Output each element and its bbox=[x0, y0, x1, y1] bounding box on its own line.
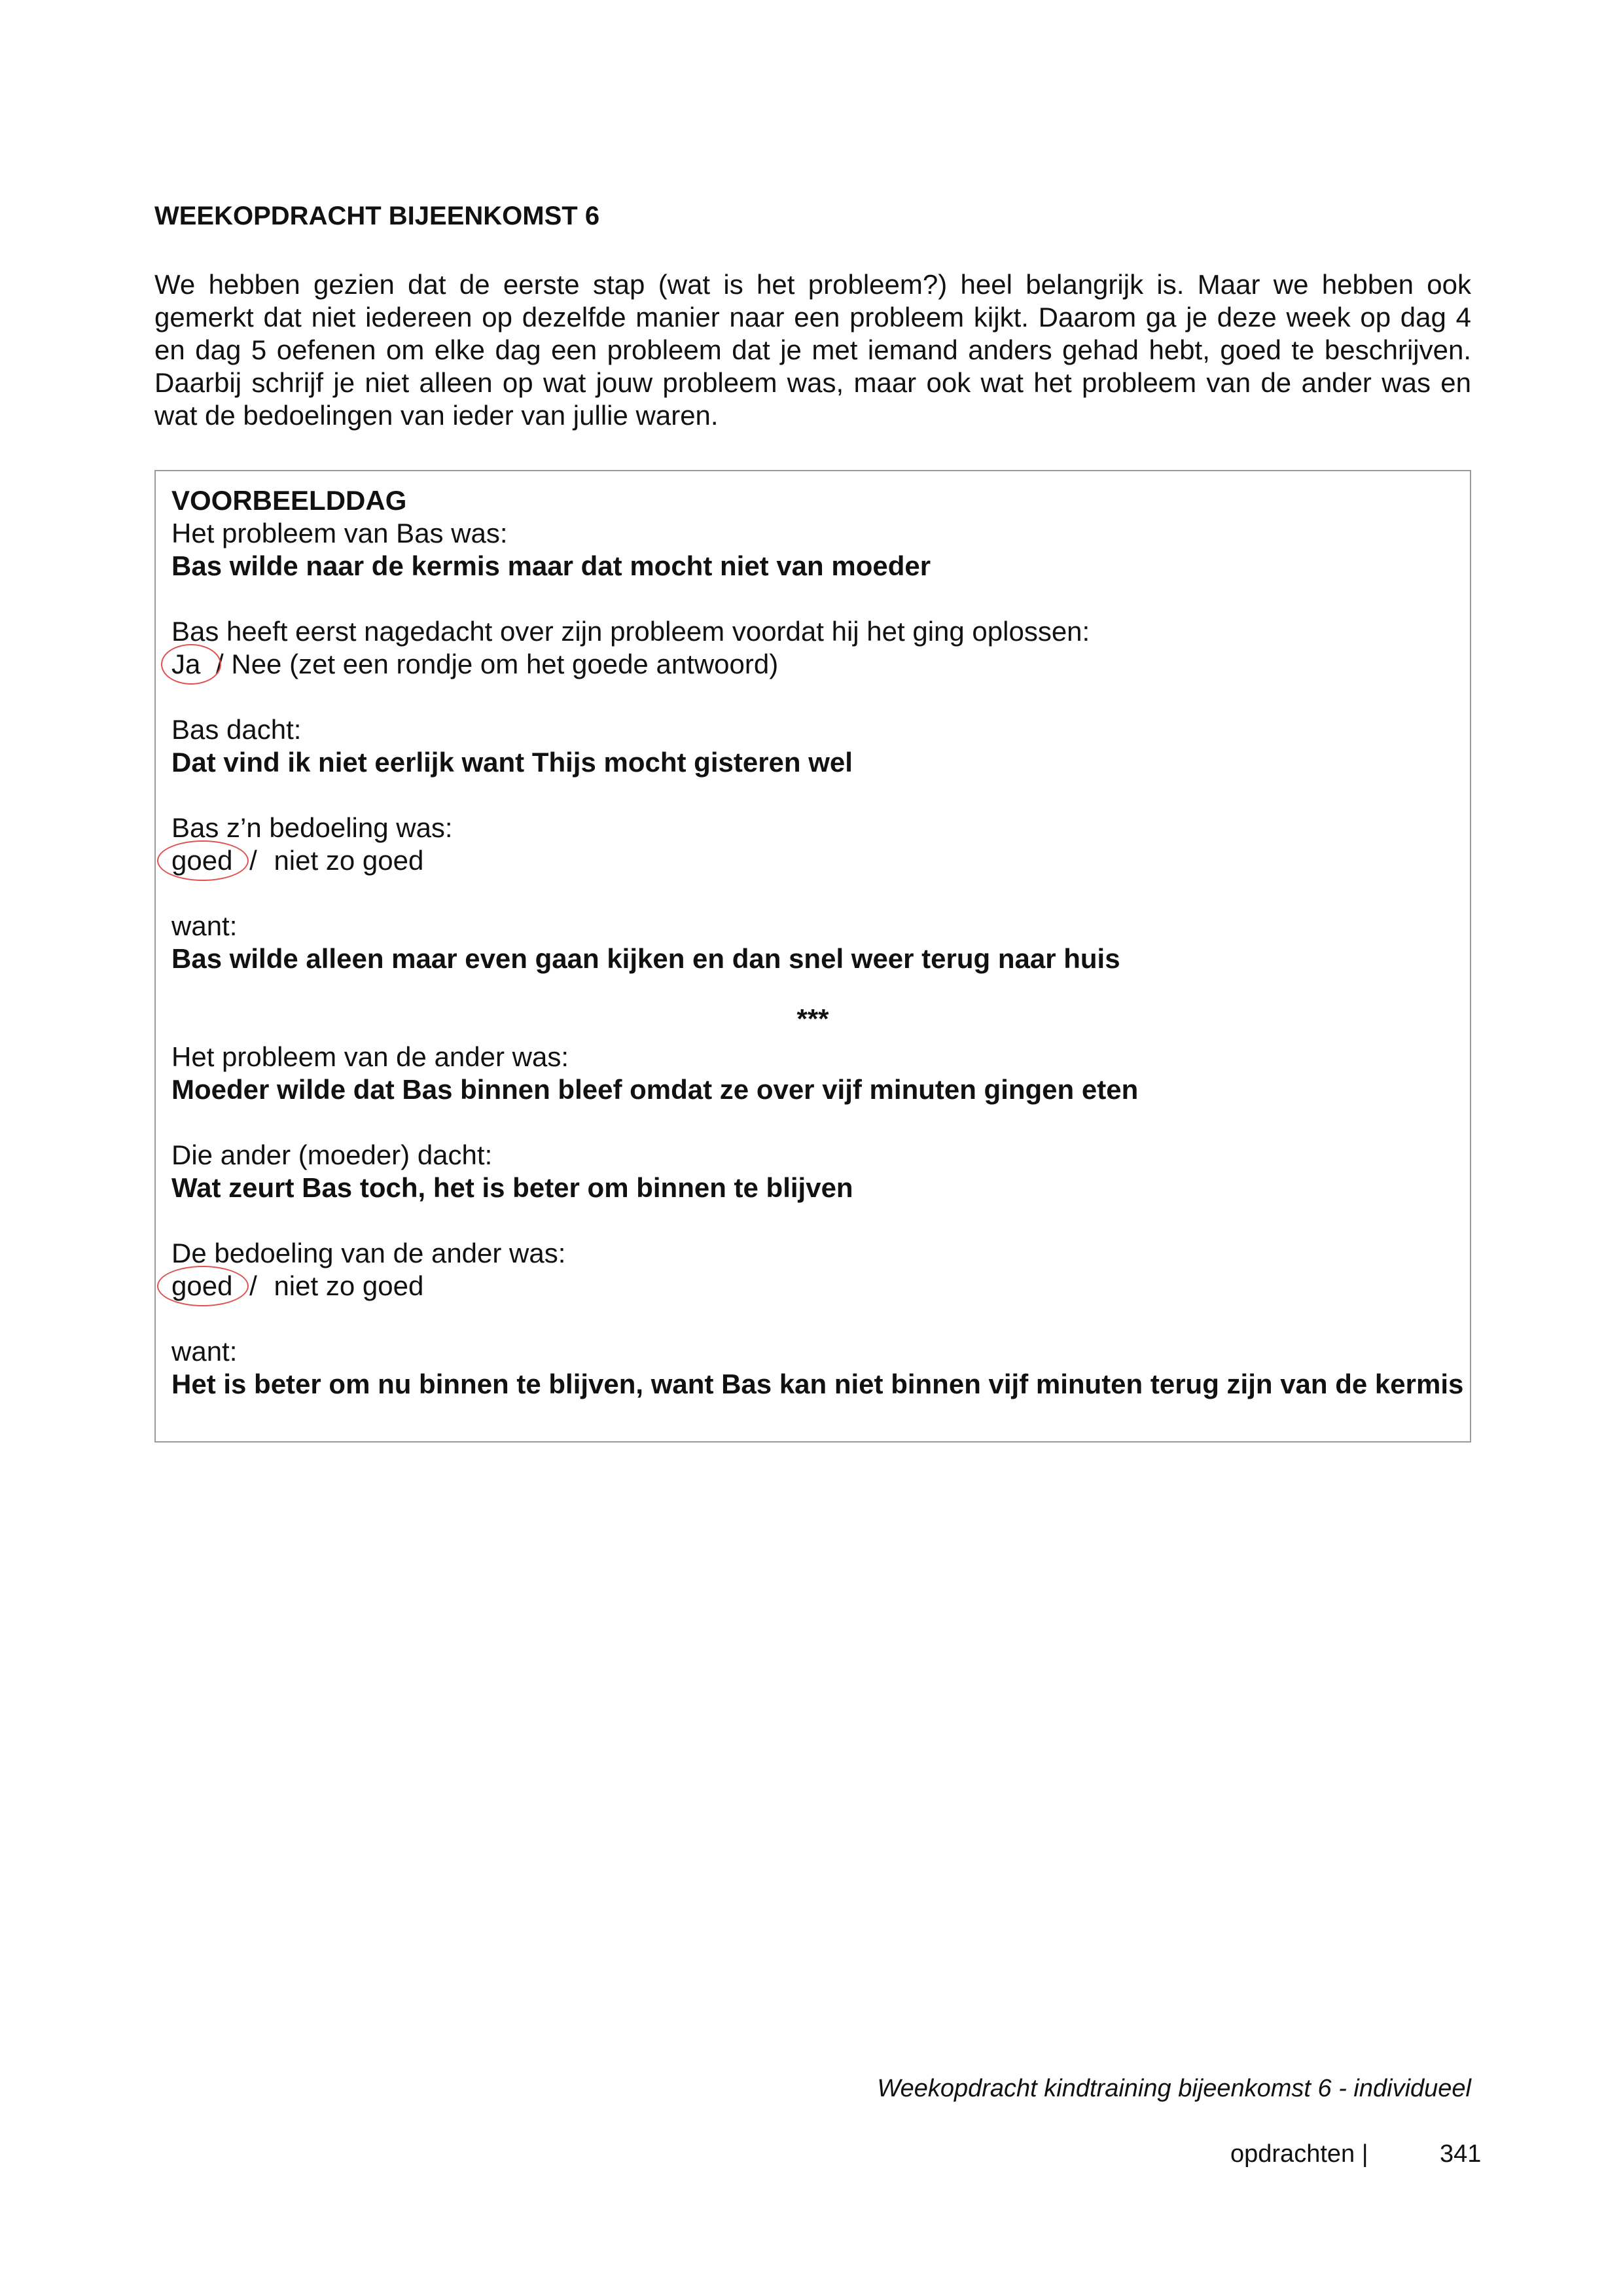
other-problem-answer: Moeder wilde dat Bas binnen bleef omdat ze over vijf minuten gingen eten bbox=[171, 1074, 1139, 1105]
yes-label: Ja bbox=[171, 649, 201, 679]
thought-label: Bas dacht: bbox=[171, 714, 302, 745]
option-separator: / bbox=[249, 845, 257, 876]
page-title: WEEKOPDRACHT BIJEENKOMST 6 bbox=[154, 202, 600, 230]
selection-circle-mark bbox=[157, 840, 249, 881]
yes-no-line bbox=[171, 648, 778, 681]
other-intention-label: De bedoeling van de ander was: bbox=[171, 1238, 566, 1268]
selection-circle-mark bbox=[157, 1266, 249, 1306]
intro-paragraph: We hebben gezien dat de eerste stap (wat is het probleem?) heel belangrijk is. Maar we hebben ook gemerkt dat niet iedereen op dezelfde manier naar een probleem kijkt. Daarom ga je deze week op dag 4 en dag 5 oefenen om elke dag een probleem dat je met iemand anders gehad hebt, goed te beschrijven. Daarbij schrijf je niet alleen op wat jouw probleem was, maar ook wat het probleem van de ander was en wat de bedoelingen van ieder van jullie waren. bbox=[154, 269, 1471, 431]
intention-label: Bas z’n bedoeling was: bbox=[171, 812, 453, 843]
other-because-answer: Het is beter om nu binnen te blijven, want Bas kan niet binnen vijf minuten terug zijn van de kermis bbox=[171, 1369, 1464, 1399]
because-label: want: bbox=[171, 910, 238, 941]
because-answer: Bas wilde alleen maar even gaan kijken en dan snel weer terug naar huis bbox=[171, 943, 1120, 974]
footer-section: opdrachten | bbox=[1230, 2140, 1368, 2168]
page-number: 341 bbox=[1440, 2140, 1482, 2168]
other-intention-options bbox=[171, 1270, 423, 1302]
good-label: goed bbox=[171, 845, 233, 876]
other-because-label: want: bbox=[171, 1336, 238, 1367]
example-heading: VOORBEELDDAG bbox=[171, 485, 407, 516]
yes-option bbox=[171, 648, 200, 681]
thought-answer: Dat vind ik niet eerlijk want Thijs mocht gisteren wel bbox=[171, 747, 853, 778]
not-so-good-option: niet zo goed bbox=[274, 845, 424, 876]
footer-caption: Weekopdracht kindtraining bijeenkomst 6 - individueel bbox=[877, 2075, 1471, 2102]
thought-first-label: Bas heeft eerst nagedacht over zijn probleem voordat hij het ging oplossen: bbox=[171, 616, 1090, 647]
other-thought-answer: Wat zeurt Bas toch, het is beter om binnen te blijven bbox=[171, 1172, 853, 1203]
selection-circle-mark bbox=[161, 644, 221, 685]
other-problem-label: Het probleem van de ander was: bbox=[171, 1041, 569, 1072]
yes-no-rest: / Nee (zet een rondje om het goede antwoord) bbox=[216, 649, 779, 679]
good-option bbox=[171, 1270, 232, 1302]
intention-options bbox=[171, 844, 423, 877]
example-box bbox=[154, 470, 1471, 1443]
option-separator: / bbox=[249, 1270, 257, 1301]
other-thought-label: Die ander (moeder) dacht: bbox=[171, 1139, 493, 1170]
problem-label: Het probleem van Bas was: bbox=[171, 518, 508, 548]
section-separator: *** bbox=[796, 1003, 829, 1034]
good-option bbox=[171, 844, 232, 877]
problem-answer: Bas wilde naar de kermis maar dat mocht niet van moeder bbox=[171, 550, 931, 581]
not-so-good-option: niet zo goed bbox=[274, 1270, 424, 1301]
good-label: goed bbox=[171, 1270, 233, 1301]
